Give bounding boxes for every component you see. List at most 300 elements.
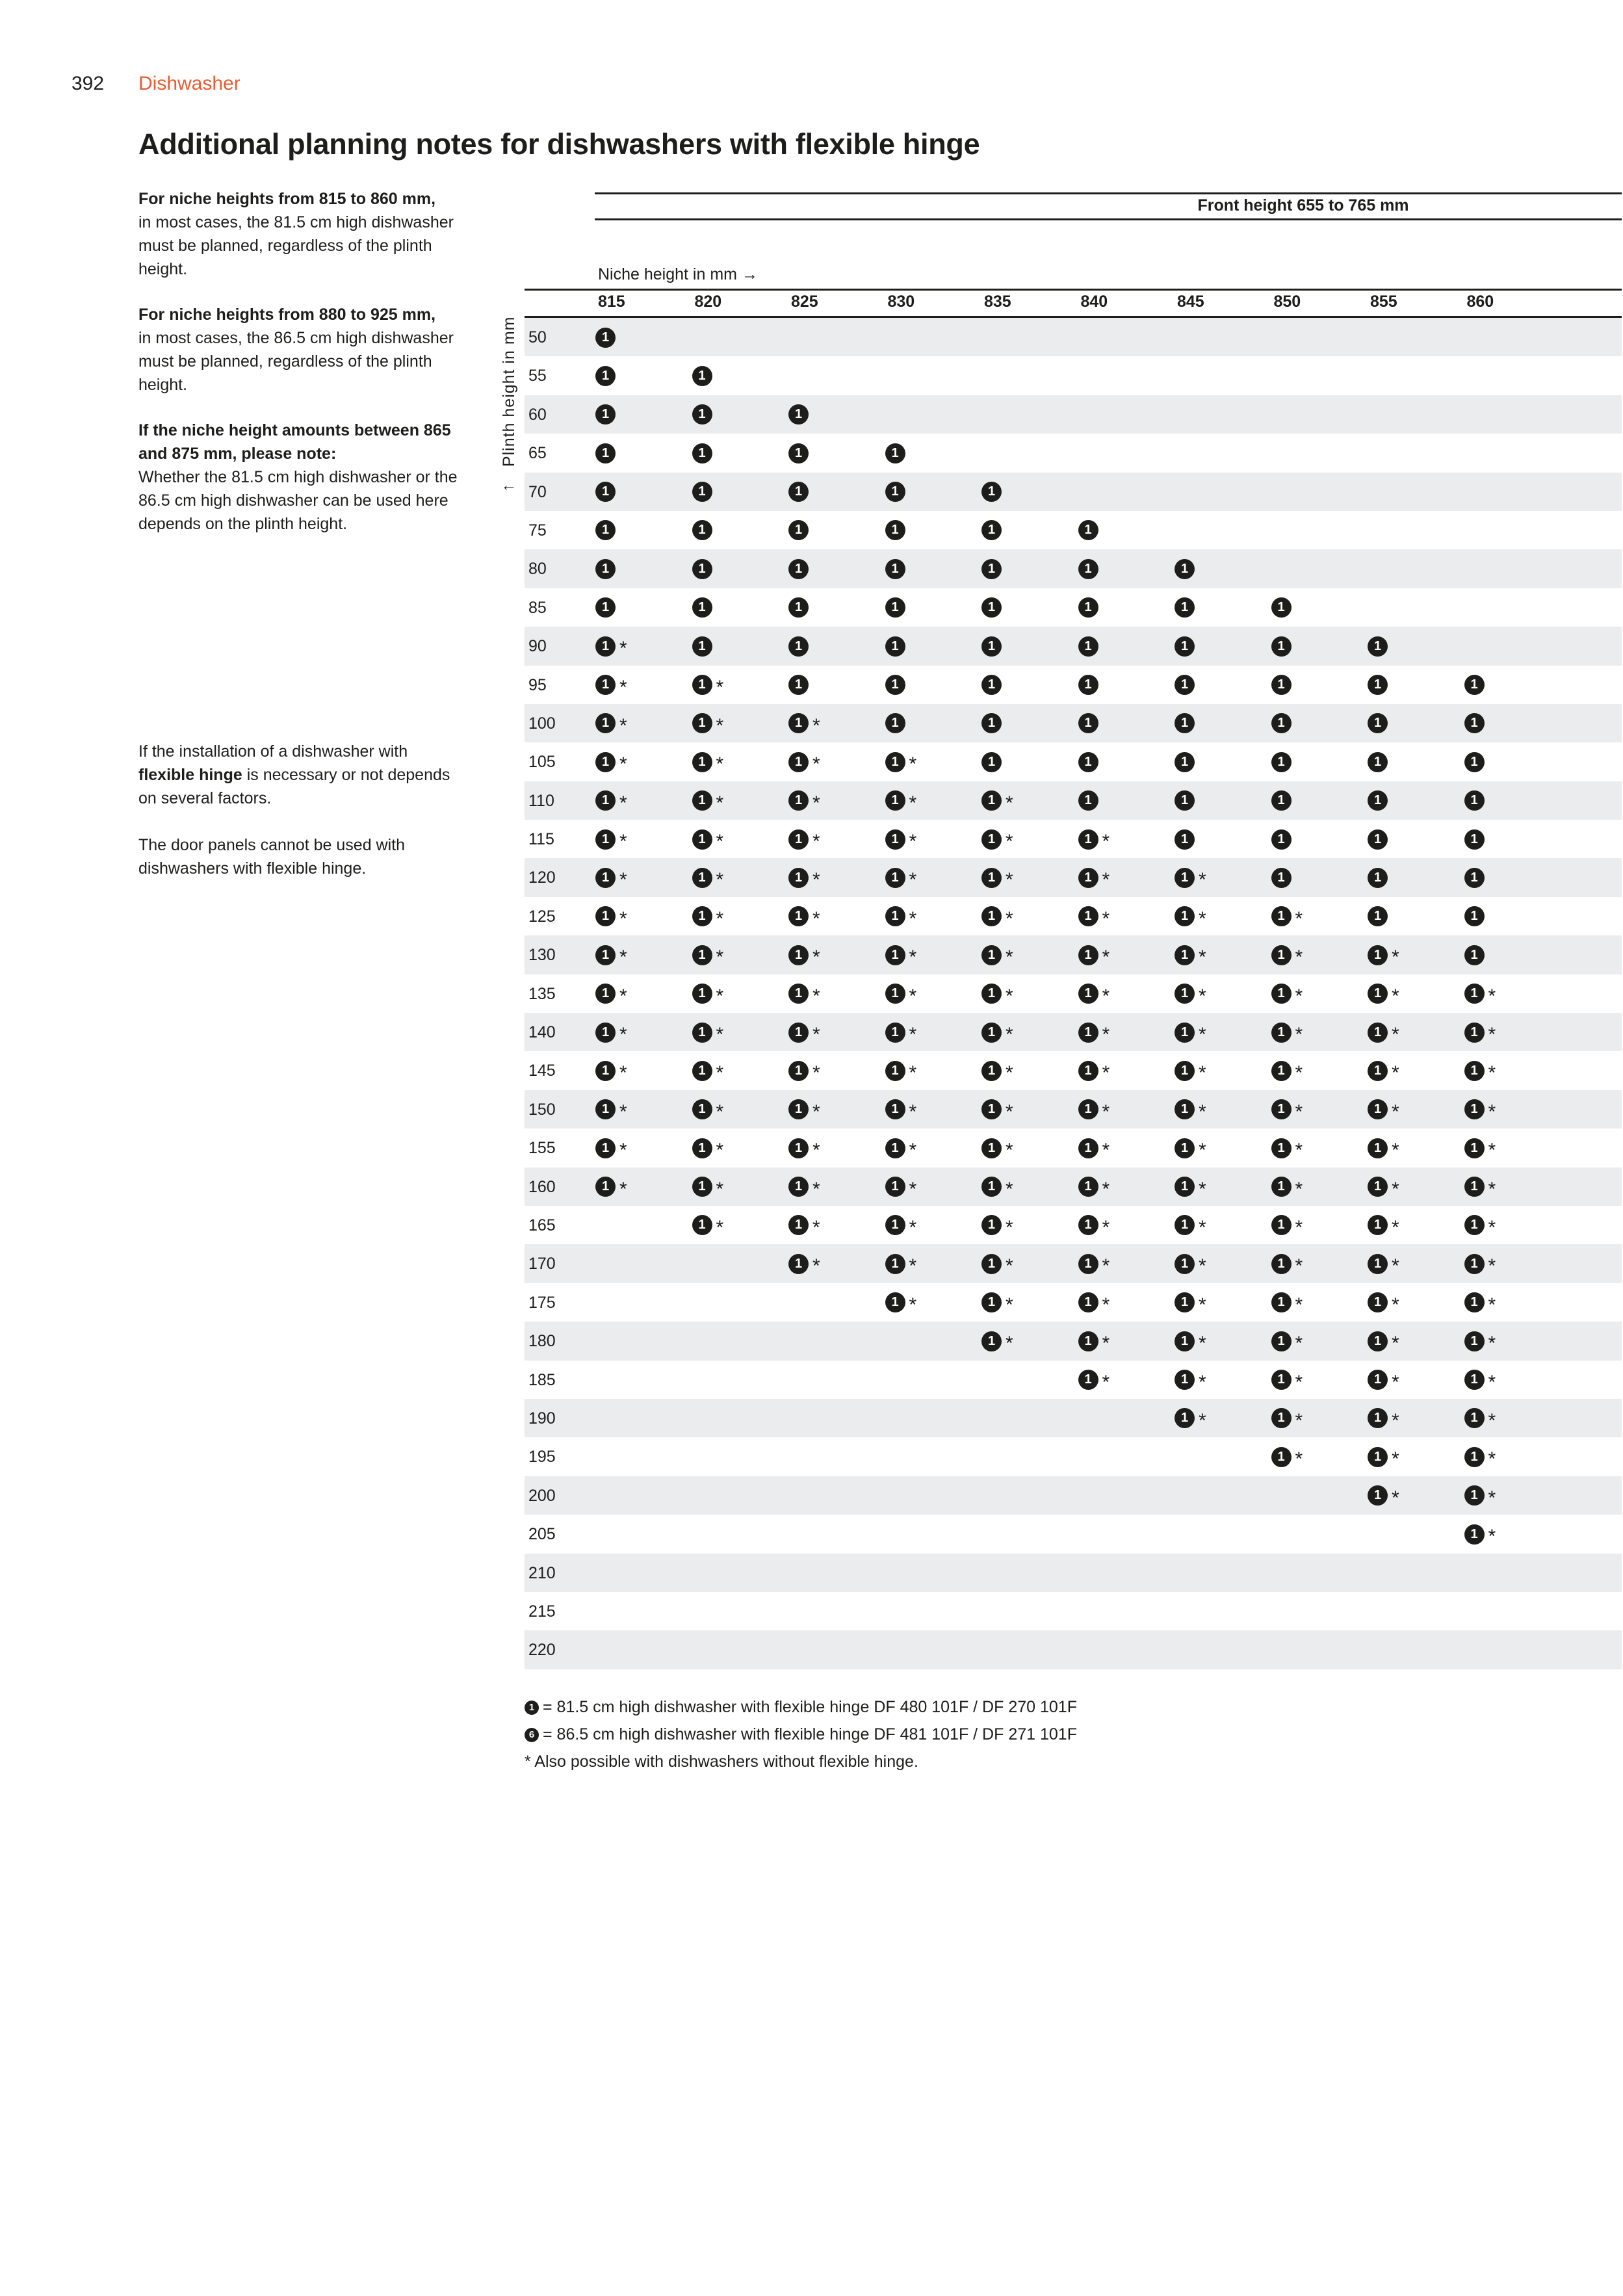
table-cell	[595, 1021, 627, 1046]
badge-1-icon: 1	[1175, 868, 1195, 888]
badge-1-icon: 1	[981, 1215, 1002, 1235]
table-cell	[1175, 558, 1195, 580]
badge-1-icon: 1	[692, 520, 712, 540]
asterisk-mark: *	[1006, 1333, 1013, 1355]
asterisk-mark: *	[1488, 1487, 1496, 1509]
table-cell	[1464, 1330, 1496, 1355]
asterisk-mark: *	[812, 946, 820, 969]
badge-1-icon: 1	[885, 906, 905, 926]
table-cell	[1078, 1292, 1110, 1314]
table-cell	[1464, 712, 1485, 735]
asterisk-mark: *	[619, 676, 627, 698]
asterisk-mark: *	[716, 1178, 724, 1200]
asterisk-mark: *	[1295, 1448, 1303, 1470]
badge-1-icon: 1	[1078, 1370, 1098, 1390]
badge-1-icon: 1	[1271, 868, 1292, 888]
plinth-value: 100	[528, 714, 556, 733]
table-cell	[788, 983, 820, 1005]
table-cell	[1078, 790, 1098, 812]
table-cell	[1464, 1060, 1496, 1082]
table-cell	[1464, 1292, 1496, 1314]
badge-1-icon: 1	[1175, 559, 1195, 579]
asterisk-mark: *	[619, 1140, 627, 1162]
table-cell	[595, 365, 616, 387]
table-cell	[981, 867, 1013, 889]
asterisk-mark: *	[1199, 1062, 1206, 1084]
table-cell	[788, 906, 820, 928]
badge-1-icon: 1	[1464, 1254, 1485, 1274]
asterisk-mark: *	[1102, 1294, 1110, 1316]
table-cell	[1078, 906, 1110, 928]
table-cell	[1271, 674, 1292, 696]
badge-1-icon: 1	[885, 790, 905, 811]
table-cell	[595, 558, 616, 580]
table-cell	[1175, 674, 1195, 696]
badge-1-icon: 1	[885, 1061, 905, 1081]
badge-1-icon: 1	[1368, 1138, 1388, 1158]
plinth-value: 50	[528, 328, 547, 346]
table-cell	[788, 1099, 820, 1121]
badge-1-icon: 1	[692, 1138, 712, 1158]
badge-1-icon: 1	[1271, 713, 1292, 733]
table-cell	[1271, 790, 1292, 812]
badge-1-icon: 1	[1175, 829, 1195, 850]
asterisk-mark: *	[1199, 1140, 1206, 1162]
badge-1-icon: 1	[885, 752, 905, 772]
badge-1-icon: 1	[1368, 1061, 1388, 1081]
badge-1-icon: 1	[1175, 1061, 1195, 1081]
asterisk-mark: *	[619, 985, 627, 1007]
table-cell	[885, 1176, 917, 1198]
badge-1-icon: 1	[788, 1215, 809, 1235]
asterisk-mark: *	[1392, 946, 1399, 969]
asterisk-mark: *	[1006, 1294, 1013, 1316]
table-cell	[788, 481, 809, 503]
badge-1-icon: 1	[1464, 1215, 1485, 1235]
note-880-925	[138, 303, 476, 397]
table-cell	[1271, 1369, 1303, 1391]
asterisk-mark: *	[1392, 1216, 1399, 1238]
badge-1-icon: 1	[595, 559, 616, 579]
table-cell	[788, 867, 820, 889]
asterisk-mark: *	[1199, 869, 1206, 891]
legend-text: = 81.5 cm high dishwasher with flexible hinge DF 480 101F / DF 270 101F	[543, 1698, 1077, 1716]
table-cell	[1078, 1099, 1110, 1121]
legend-item-asterisk	[525, 1753, 918, 1771]
column-header-845: 845	[1177, 293, 1204, 311]
table-cell	[1078, 597, 1098, 619]
badge-1-icon: 1	[1078, 1099, 1098, 1119]
badge-1-icon: 1	[1078, 713, 1098, 733]
badge-1-icon: 1	[692, 404, 712, 424]
table-cell	[1271, 635, 1292, 657]
badge-1-icon: 1	[981, 752, 1002, 772]
badge-1-icon: 1	[1368, 1177, 1388, 1197]
badge-1-icon: 1	[692, 752, 712, 772]
badge-1-icon: 1	[1464, 1370, 1485, 1390]
table-cell	[1464, 1446, 1496, 1468]
badge-1-icon: 1	[1368, 868, 1388, 888]
plinth-value: 80	[528, 560, 547, 579]
badge-1-icon: 1	[981, 984, 1002, 1004]
table-cell	[788, 1137, 820, 1162]
table-cell	[981, 1060, 1013, 1082]
table-cell	[1271, 983, 1303, 1005]
badge-1-icon: 1	[692, 366, 712, 386]
badge-1-icon: 1	[692, 868, 712, 888]
plinth-value: 155	[528, 1139, 556, 1158]
badge-1-icon: 1	[1464, 1524, 1485, 1545]
badge-1-icon: 1	[595, 713, 616, 733]
niche-height-text: Niche height in mm	[598, 265, 737, 283]
asterisk-mark: *	[1102, 869, 1110, 891]
badge-1-icon: 1	[1175, 945, 1195, 965]
asterisk-mark: *	[619, 869, 627, 891]
table-cell	[1271, 1021, 1303, 1046]
table-row	[525, 1322, 1622, 1360]
note-text: in most cases, the 86.5 cm high dishwasher must be planned, regardless of the plinth height.	[138, 329, 454, 394]
badge-1-icon: 1	[1271, 1138, 1292, 1158]
asterisk-mark: *	[1295, 1216, 1303, 1238]
badge-1-icon: 1	[1271, 1408, 1292, 1428]
badge-1-icon: 1	[692, 1061, 712, 1081]
asterisk-mark: *	[716, 1216, 724, 1238]
asterisk-mark: *	[1006, 1178, 1013, 1200]
asterisk-mark: *	[1199, 1333, 1206, 1355]
asterisk-mark: *	[619, 1062, 627, 1084]
table-cell	[1464, 1099, 1496, 1121]
badge-1-icon: 1	[1078, 790, 1098, 811]
badge-1-icon: 1	[1464, 1061, 1485, 1081]
plinth-value: 205	[528, 1525, 556, 1544]
badge-1-icon: 1	[1368, 636, 1388, 657]
table-row	[525, 820, 1622, 858]
asterisk-mark: *	[1392, 1140, 1399, 1162]
asterisk-mark: *	[812, 1101, 820, 1123]
down-arrow-icon: ←	[500, 476, 518, 495]
badge-1-icon: 1	[1175, 1023, 1195, 1043]
compatibility-table	[525, 318, 1622, 1669]
table-cell	[595, 712, 627, 735]
table-cell	[1078, 867, 1110, 889]
asterisk-mark: *	[716, 946, 724, 969]
table-cell	[1464, 1369, 1496, 1391]
badge-1-icon: 1	[1078, 829, 1098, 850]
asterisk-mark: *	[716, 714, 724, 737]
table-cell	[1368, 1330, 1399, 1355]
table-cell	[981, 1292, 1013, 1314]
plinth-value: 60	[528, 405, 547, 424]
badge-1-icon: 1	[885, 829, 905, 850]
table-cell	[1368, 1485, 1399, 1507]
table-cell	[981, 597, 1002, 619]
badge-1-icon: 1	[1078, 520, 1098, 540]
asterisk-mark: *	[1199, 1024, 1206, 1046]
badge-1-icon: 1	[788, 1099, 809, 1119]
plinth-value: 135	[528, 984, 556, 1003]
badge-1-icon: 1	[1175, 906, 1195, 926]
asterisk-mark: *	[1392, 1101, 1399, 1123]
badge-1-icon: 1	[1464, 1447, 1485, 1467]
badge-1-icon: 1	[1078, 945, 1098, 965]
badge-1-icon: 1	[1368, 1370, 1388, 1390]
badge-1-icon: 1	[595, 597, 616, 618]
badge-1-icon: 1	[1464, 675, 1485, 695]
badge-1-icon: 1	[692, 829, 712, 850]
table-row	[525, 666, 1622, 704]
asterisk-mark: *	[1488, 1333, 1496, 1355]
table-cell	[1078, 1137, 1110, 1162]
table-cell	[1464, 1021, 1496, 1046]
badge-1-icon: 1	[1368, 1254, 1388, 1274]
badge-1-icon: 1	[885, 868, 905, 888]
badge-1-icon: 1	[981, 1254, 1002, 1274]
plinth-value: 55	[528, 367, 547, 385]
table-cell	[1271, 1137, 1303, 1162]
asterisk-mark: *	[716, 1062, 724, 1084]
asterisk-mark: *	[1392, 1178, 1399, 1200]
table-cell	[1078, 1214, 1110, 1236]
asterisk-mark: *	[1295, 1255, 1303, 1277]
asterisk-mark: *	[1102, 985, 1110, 1007]
badge-1-icon: 1	[1271, 1177, 1292, 1197]
table-cell	[595, 326, 616, 348]
badge-1-icon: 1	[885, 559, 905, 579]
badge-1-icon: 1	[981, 1331, 1002, 1351]
table-cell	[885, 790, 917, 812]
badge-1-icon: 1	[1078, 868, 1098, 888]
table-cell	[692, 867, 724, 889]
asterisk-mark: *	[1392, 1255, 1399, 1277]
table-row	[525, 858, 1622, 896]
table-cell	[885, 712, 905, 735]
table-row	[525, 897, 1622, 935]
legend-item-865	[525, 1725, 1077, 1744]
table-cell	[885, 828, 917, 853]
note-heading: For niche heights from 880 to 925 mm,	[138, 306, 436, 324]
table-cell	[595, 1137, 627, 1162]
badge-1-icon: 1	[788, 752, 809, 772]
table-row	[525, 588, 1622, 627]
badge-1-icon: 1	[885, 1292, 905, 1312]
asterisk-mark: *	[1102, 831, 1110, 853]
table-row	[525, 974, 1622, 1013]
table-cell	[1271, 828, 1292, 850]
asterisk-mark: *	[716, 831, 724, 853]
table-cell	[1078, 1369, 1110, 1391]
asterisk-mark: *	[812, 1255, 820, 1277]
asterisk-mark: *	[716, 1101, 724, 1123]
table-cell	[1078, 828, 1110, 853]
asterisk-mark: *	[1295, 1294, 1303, 1316]
table-cell	[1368, 712, 1388, 735]
plinth-value: 65	[528, 444, 547, 463]
table-cell	[981, 674, 1002, 696]
badge-1-icon: 1	[1464, 1292, 1485, 1312]
table-cell	[1175, 828, 1195, 850]
badge-1-icon: 1	[1175, 1408, 1195, 1428]
divider	[595, 218, 1622, 220]
asterisk-mark: *	[619, 1178, 627, 1200]
badge-1-icon: 1	[1078, 1254, 1098, 1274]
asterisk-mark: *	[909, 1294, 917, 1316]
badge-1-icon: 1	[1368, 752, 1388, 772]
asterisk-mark: *	[909, 792, 917, 814]
table-cell	[595, 867, 627, 889]
asterisk-mark: *	[1199, 1255, 1206, 1277]
table-cell	[1464, 983, 1496, 1005]
badge-1-icon: 1	[1368, 675, 1388, 695]
plinth-height-text: Plinth height in mm	[500, 316, 518, 467]
badge-1-icon: 1	[1464, 790, 1485, 811]
badge-1-icon: 1	[1464, 1485, 1485, 1506]
plinth-value: 85	[528, 598, 547, 617]
badge-1-icon: 1	[788, 404, 809, 424]
asterisk-mark: *	[1102, 1216, 1110, 1238]
badge-1-icon: 1	[1368, 945, 1388, 965]
table-cell	[788, 635, 809, 657]
table-cell	[1368, 983, 1399, 1005]
table-cell	[788, 558, 809, 580]
badge-1-icon: 1	[1271, 1292, 1292, 1312]
asterisk-mark: *	[812, 1140, 820, 1162]
asterisk-mark: *	[812, 792, 820, 814]
badge-1-icon: 1	[692, 945, 712, 965]
table-cell	[1464, 1485, 1496, 1507]
asterisk-mark: *	[1102, 907, 1110, 930]
badge-1-icon: 1	[595, 366, 616, 386]
note-815-860	[138, 187, 476, 281]
badge-1-icon: 1	[692, 597, 712, 618]
table-cell	[1368, 635, 1388, 657]
table-cell	[692, 751, 724, 776]
plinth-value: 95	[528, 675, 547, 694]
badge-1-icon: 1	[1464, 906, 1485, 926]
badge-1-icon: 1	[595, 984, 616, 1004]
badge-1-icon: 1	[981, 906, 1002, 926]
badge-1-icon: 1	[885, 1023, 905, 1043]
badge-1-icon: 1	[1271, 945, 1292, 965]
table-cell	[788, 712, 820, 735]
table-cell	[1464, 1214, 1496, 1236]
table-cell	[692, 1137, 724, 1162]
badge-1-icon: 1	[981, 713, 1002, 733]
asterisk-mark: *	[1006, 1024, 1013, 1046]
asterisk-mark: *	[716, 753, 724, 776]
badge-1-icon: 1	[1175, 752, 1195, 772]
plinth-value: 165	[528, 1216, 556, 1234]
badge-1-icon: 1	[1175, 1292, 1195, 1312]
column-header-825: 825	[791, 293, 818, 311]
asterisk-mark: *	[1295, 1371, 1303, 1393]
badge-1-icon: 1	[1175, 675, 1195, 695]
table-cell	[885, 1292, 917, 1314]
table-cell	[1078, 1330, 1110, 1355]
table-cell	[1368, 867, 1388, 889]
asterisk-mark: *	[716, 676, 724, 698]
asterisk-mark: *	[1488, 1448, 1496, 1470]
table-cell	[788, 944, 820, 969]
asterisk-mark: *	[1006, 1216, 1013, 1238]
plinth-height-label	[500, 316, 519, 494]
badge-1-icon: 1	[1368, 829, 1388, 850]
note-text: Whether the 81.5 cm high dishwasher or the 86.5 cm high dishwasher can be used here depends on the plinth height.	[138, 468, 458, 533]
plinth-value: 145	[528, 1062, 556, 1080]
badge-1-icon: 1	[595, 906, 616, 926]
badge-1-icon: 1	[1078, 1292, 1098, 1312]
table-cell	[595, 906, 627, 928]
badge-1-icon: 1	[1175, 1177, 1195, 1197]
asterisk-mark: *	[1488, 1255, 1496, 1277]
table-cell	[1368, 1253, 1399, 1275]
asterisk-mark: *	[1199, 946, 1206, 969]
badge-1-icon: 1	[788, 597, 809, 618]
asterisk-mark: *	[909, 869, 917, 891]
badge-1-icon: 1	[885, 713, 905, 733]
badge-1-icon: 1	[1175, 1370, 1195, 1390]
table-cell	[1175, 751, 1195, 773]
badge-1-icon: 1	[1368, 984, 1388, 1004]
table-cell	[1464, 1523, 1496, 1548]
note-865-875	[138, 419, 470, 536]
badge-1-icon: 1	[1078, 984, 1098, 1004]
table-cell	[885, 1253, 917, 1275]
table-cell	[1271, 867, 1292, 889]
asterisk-mark: *	[1102, 1255, 1110, 1277]
badge-1-icon: 1	[1078, 1061, 1098, 1081]
column-header-860: 860	[1466, 293, 1494, 311]
table-cell	[1175, 597, 1195, 619]
badge-1-icon: 1	[1175, 984, 1195, 1004]
badge-1-icon: 1	[981, 1023, 1002, 1043]
badge-1-icon: 1	[1464, 1331, 1485, 1351]
table-cell	[692, 906, 724, 928]
asterisk-mark: *	[1488, 985, 1496, 1007]
column-header-850: 850	[1273, 293, 1301, 311]
plinth-value: 125	[528, 907, 556, 926]
table-row	[525, 356, 1622, 395]
table-cell	[595, 404, 616, 426]
table-cell	[1078, 1253, 1110, 1275]
badge-1-icon: 1	[1368, 1292, 1388, 1312]
plinth-value: 105	[528, 753, 556, 772]
asterisk-mark: *	[1102, 1101, 1110, 1123]
asterisk-mark: *	[812, 1178, 820, 1200]
table-cell	[885, 635, 905, 657]
table-row	[525, 704, 1622, 742]
badge-1-icon: 1	[1271, 1254, 1292, 1274]
badge-1-icon: 1	[885, 1215, 905, 1235]
asterisk-mark: *	[1488, 1062, 1496, 1084]
badge-1-icon: 1	[1078, 1177, 1098, 1197]
table-cell	[692, 828, 724, 853]
table-cell	[595, 1176, 627, 1198]
table-cell	[981, 712, 1002, 735]
column-header-815: 815	[598, 293, 625, 311]
badge-1-icon: 1	[1368, 1023, 1388, 1043]
asterisk-mark: *	[812, 1024, 820, 1046]
table-cell	[1368, 1137, 1399, 1162]
table-cell	[1175, 867, 1206, 889]
asterisk-mark: *	[716, 1024, 724, 1046]
asterisk-mark: *	[1488, 1101, 1496, 1123]
asterisk-mark: *	[1488, 1178, 1496, 1200]
table-cell	[1271, 1407, 1303, 1429]
table-cell	[1368, 674, 1388, 696]
table-cell	[1464, 751, 1485, 773]
table-row	[525, 742, 1622, 781]
column-header-820: 820	[694, 293, 722, 311]
